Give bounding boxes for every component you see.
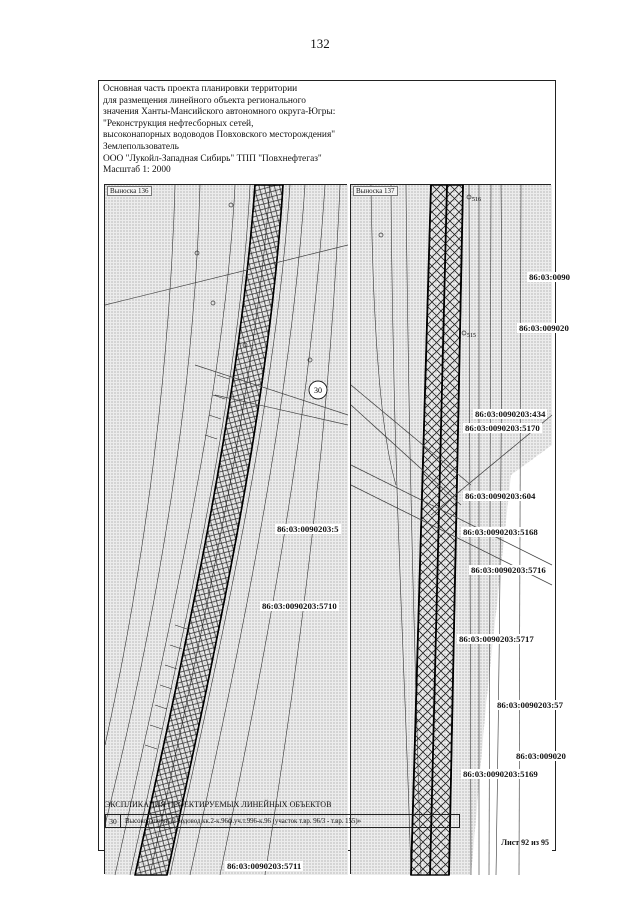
point-label: 516 xyxy=(472,197,481,203)
parcel-label: 86:03:0090 xyxy=(529,272,571,282)
parcel-label: 86:03:0090203:434 xyxy=(475,409,546,419)
parcel-label: 86:03:0090203:5716 xyxy=(471,565,546,575)
header-line: Основная часть проекта планировки территории xyxy=(103,84,298,94)
header-line: ООО "Лукойл-Западная Сибирь" ТПП "Повхнефтегаз" xyxy=(103,153,322,164)
page-number: 132 xyxy=(310,36,330,51)
header-line: Масштаб 1: 2000 xyxy=(103,165,171,176)
parcel-label: 86:03:0090203:5711 xyxy=(227,861,302,871)
sheet-header xyxy=(103,84,335,177)
explication-row xyxy=(105,814,460,828)
parcel-label: 86:03:0090203:5168 xyxy=(463,527,538,537)
parcel-label: 86:03:009020 xyxy=(519,323,569,333)
explication-row-description: Высоконапорный водовод кк.2-к.96ф.уч.т.996-к.96 (участок т.вр. 96/3 - т.вр. 155)» xyxy=(125,817,361,825)
parcel-label: 86:03:0090203:5170 xyxy=(465,423,540,433)
callout-label: Выноска 137 xyxy=(353,186,398,196)
header-line: высоконапорных водоводов Повховского месторождения" xyxy=(103,130,336,141)
parcel-label: 86:03:0090203:5169 xyxy=(463,769,538,779)
sheet-number-label: Лист 92 из 95 xyxy=(501,838,549,847)
header-line: "Реконструкция нефтесборных сетей, xyxy=(103,118,254,129)
parcel-label: 86:03:0090203:604 xyxy=(465,491,536,501)
pipeline-marker-number: 30 xyxy=(314,386,322,395)
header-line: для размещения линейного объекта регионального xyxy=(103,95,306,106)
map-panel-callout-136 xyxy=(104,184,347,874)
explication-title: ЭКСПЛИКАЦИЯ ПРОЕКТИРУЕМЫХ ЛИНЕЙНЫХ ОБЪЕКТОВ xyxy=(105,800,332,809)
header-line: значения Ханты-Мансийского автономного округа-Югры: xyxy=(103,107,336,118)
parcel-label: 86:03:0090203:5717 xyxy=(459,634,534,644)
header-line: Землепользователь xyxy=(103,141,179,152)
parcel-label: 86:03:0090203:5 xyxy=(277,524,339,534)
map-panel-callout-137 xyxy=(350,184,571,874)
parcel-label: 86:03:009020 xyxy=(516,751,566,761)
map-sheet xyxy=(98,80,571,871)
explication-row-number: 30 xyxy=(106,815,121,827)
parcel-label: 86:03:0090203:57 xyxy=(497,700,563,710)
parcel-label: 86:03:0090203:5710 xyxy=(262,601,337,611)
point-label: 515 xyxy=(467,333,476,339)
callout-label: Выноска 136 xyxy=(107,186,152,196)
